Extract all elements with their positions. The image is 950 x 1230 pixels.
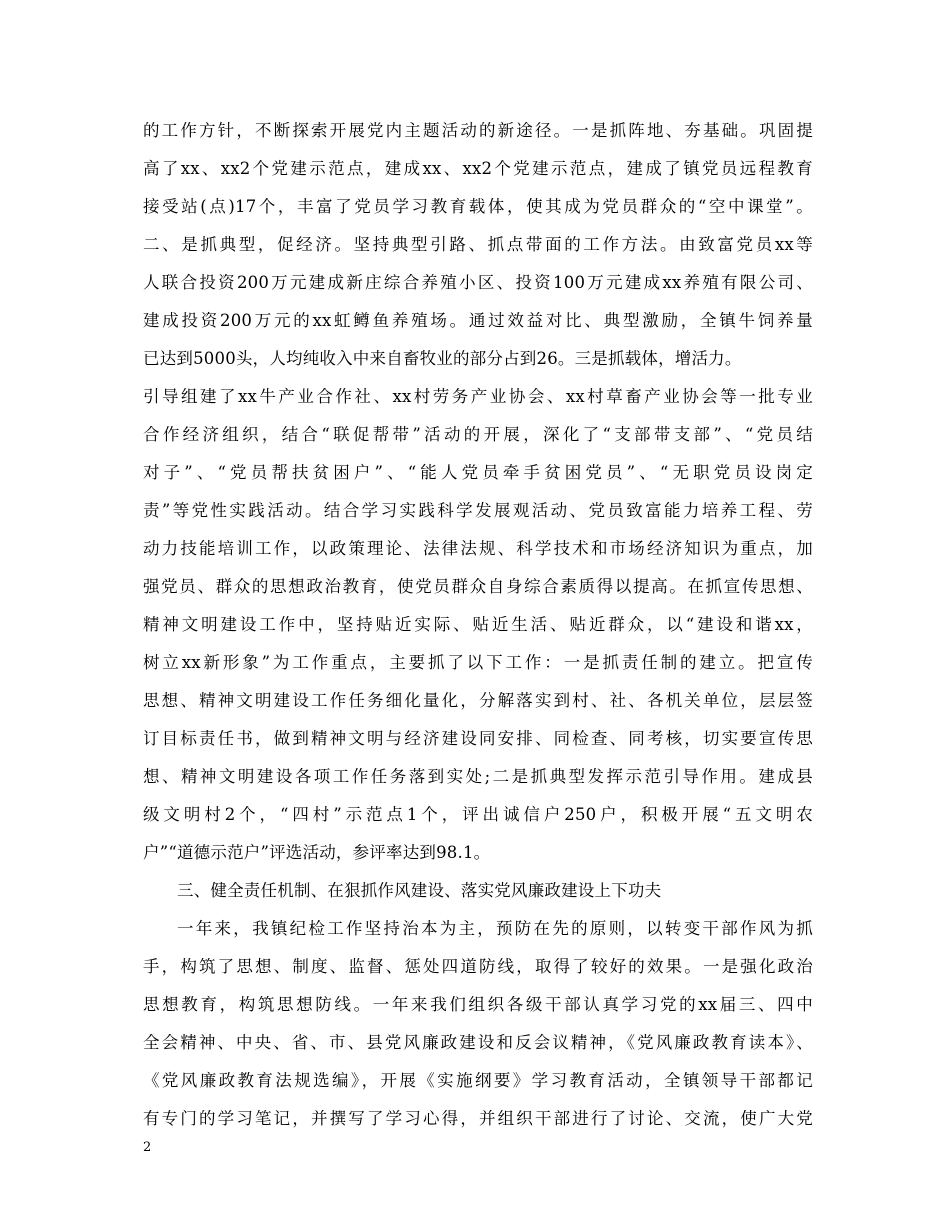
- text-line: 想、精神文明建设各项工作任务落到实处;二是抓典型发挥示范引导作用。建成县: [143, 767, 813, 786]
- text-line: 户”“道德示范户”评选活动，参评率达到98.1。: [143, 843, 491, 862]
- text-line: 树立xx新形象”为工作重点，主要抓了以下工作：一是抓责任制的建立。把宣传: [143, 653, 813, 672]
- document-body: [143, 112, 813, 1138]
- text-line: 思想教育，构筑思想防线。一年来我们组织各级干部认真学习党的xx届三、四中: [143, 995, 813, 1014]
- text-line: 的工作方针，不断探索开展党内主题活动的新途径。一是抓阵地、夯基础。巩固提: [143, 121, 813, 140]
- text-line: 高了xx、xx2个党建示范点，建成xx、xx2个党建示范点，建成了镇党员远程教育: [143, 159, 813, 178]
- text-line: 动力技能培训工作，以政策理论、法律法规、科学技术和市场经济知识为重点，加: [143, 539, 813, 558]
- text-line: 对子”、“党员帮扶贫困户”、“能人党员牵手贫困党员”、“无职党员设岗定: [143, 463, 813, 482]
- page-number: 2: [143, 1140, 152, 1155]
- text-line: 手，构筑了思想、制度、监督、惩处四道防线，取得了较好的效果。一是强化政治: [143, 957, 813, 976]
- text-line: 《党风廉政教育法规选编》，开展《实施纲要》学习教育活动，全镇领导干部都记: [143, 1071, 813, 1090]
- text-line: 二、是抓典型，促经济。坚持典型引路、抓点带面的工作方法。由致富党员xx等: [143, 235, 813, 254]
- text-line: 接受站(点)17个，丰富了党员学习教育载体，使其成为党员群众的“空中课堂”。: [143, 197, 813, 216]
- text-line: 责”等党性实践活动。结合学习实践科学发展观活动、党员致富能力培养工程、劳: [143, 501, 813, 520]
- text-line: 引导组建了xx牛产业合作社、xx村劳务产业协会、xx村草畜产业协会等一批专业: [143, 387, 813, 406]
- text-line: 有专门的学习笔记，并撰写了学习心得，并组织干部进行了讨论、交流，使广大党: [143, 1109, 813, 1128]
- text-line: 强党员、群众的思想政治教育，使党员群众自身综合素质得以提高。在抓宣传思想、: [143, 577, 813, 596]
- text-line: 思想、精神文明建设工作任务细化量化，分解落实到村、社、各机关单位，层层签: [143, 691, 813, 710]
- text-line: 已达到5000头，人均纯收入中来自畜牧业的部分占到26。三是抓载体，增活力。: [143, 349, 742, 368]
- text-line: 一年来，我镇纪检工作坚持治本为主，预防在先的原则，以转变干部作风为抓: [177, 919, 813, 938]
- text-line: 级文明村2个，“四村”示范点1个，评出诚信户250户，积极开展“五文明农: [143, 805, 813, 824]
- text-line: 订目标责任书，做到精神文明与经济建设同安排、同检查、同考核，切实要宣传思: [143, 729, 813, 748]
- text-line: 全会精神、中央、省、市、县党风廉政建设和反会议精神，《党风廉政教育读本》、: [143, 1033, 813, 1052]
- text-line: 精神文明建设工作中，坚持贴近实际、贴近生活、贴近群众，以“建设和谐xx，: [143, 615, 813, 634]
- text-line: 三、健全责任机制、在狠抓作风建设、落实党风廉政建设上下功夫: [177, 881, 662, 900]
- text-line: 建成投资200万元的xx虹鳟鱼养殖场。通过效益对比、典型激励，全镇牛饲养量: [143, 311, 813, 330]
- text-line: 合作经济组织，结合“联促帮带”活动的开展，深化了“支部带支部”、“党员结: [143, 425, 813, 444]
- text-line: 人联合投资200万元建成新庄综合养殖小区、投资100万元建成xx养殖有限公司、: [143, 273, 813, 292]
